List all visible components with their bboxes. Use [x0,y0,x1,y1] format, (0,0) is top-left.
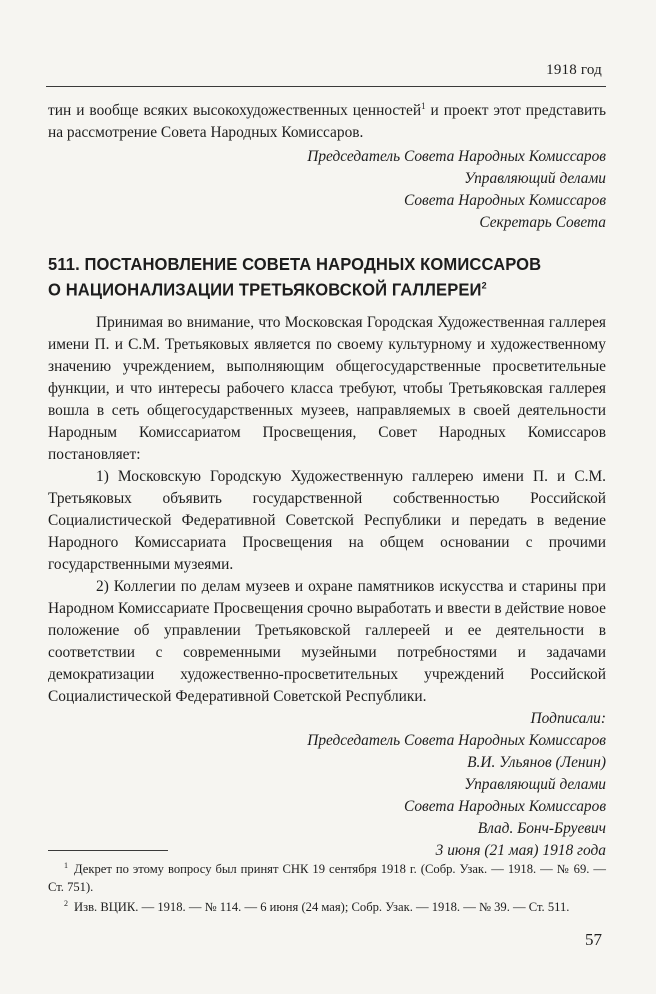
footnote-1 [48,860,606,896]
footnote-mark: 1 [64,860,68,870]
page-number: 57 [585,930,602,949]
signature-line: Совета Народных Комиссаров [403,798,606,815]
running-head: 1918 год [546,62,602,78]
signature-line: Председатель Совета Народных Комиссаров [307,732,606,749]
signed-label: Подписали: [530,710,606,727]
footnote-rule [48,850,168,851]
footnotes [48,860,606,918]
heading-line-1: 511. ПОСТАНОВЛЕНИЕ СОВЕТА НАРОДНЫХ КОМИССАРОВ [48,254,542,275]
continuation-text-end: и проект этот представить на рассмотрение Совета Народных Комиссаров. [48,102,606,141]
item-2-paragraph: 2) Коллегии по делам музеев и охране памятников искусства и старины при Народном Комиссариате Просвещения срочно выработать и ввести в действие новое положение об управлении Третьяковской галлереей и ее деятельности в соответствии с современными музейными потребностями и задачами демократизации художественно-просветительных учреждений Российской Социалистической Федеративной Советской Республики. [48,578,606,705]
signature-line: Председатель Совета Народных Комиссаров [307,148,606,165]
preamble-paragraph: Принимая во внимание, что Московская Городская Художественная галлерея имени П. и С.М. Третьяковых является по своему культурному и художественному значению учреждением, выполняющим общегосударственные просветительные функции, и что интересы рабочего класса требуют, чтобы Третьяковская галлерея вошла в сеть общегосударственных музеев, направляемых в своей деятельности Народным Комиссариатом Просвещения, Совет Народных Комиссаров постановляет: [48,314,606,463]
document-heading [48,252,606,303]
header-rule [46,86,606,87]
continuation-text: тин и вообще всяких высокохудожественных ценностей [48,102,422,119]
signature-line: Совета Народных Комиссаров [403,192,606,209]
top-signature-block [48,146,606,234]
signatory-name: В.И. Ульянов (Ленин) [467,754,606,771]
footnote-ref-2[interactable]: 2 [481,280,487,291]
signature-line: Управляющий делами [464,776,606,793]
item-1-paragraph: 1) Московскую Городскую Художественную галлерею имени П. и С.М. Третьяковых объявить государственной собственностью Российской Социалистической Федеративной Советской Республики и передать в ведение Народного Комиссариата Просвещения на общем основании с прочими государственными музеями. [48,468,606,573]
signature-line: Управляющий делами [464,170,606,187]
heading-line-2: О НАЦИОНАЛИЗАЦИИ ТРЕТЬЯКОВСКОЙ ГАЛЛЕРЕИ [48,279,482,300]
decree-signature-block [48,708,606,862]
footnote-text: Изв. ВЦИК. — 1918. — № 114. — 6 июня (24 мая); Собр. Узак. — 1918. — № 39. — Ст. 511. [74,900,570,914]
main-text [48,100,606,862]
footnote-2 [48,898,606,916]
footnote-text: Декрет по этому вопросу был принят СНК 19 сентября 1918 г. (Собр. Узак. — 1918. — № 69. — Ст. 751). [48,862,606,894]
signatory-name: Влад. Бонч-Бруевич [477,820,606,837]
decree-date: 3 июня (21 мая) 1918 года [435,842,606,859]
continuation-paragraph [48,100,606,144]
footnote-mark: 2 [64,898,68,908]
signature-line: Секретарь Совета [479,214,606,231]
footnote-ref-1[interactable]: 1 [421,100,426,111]
